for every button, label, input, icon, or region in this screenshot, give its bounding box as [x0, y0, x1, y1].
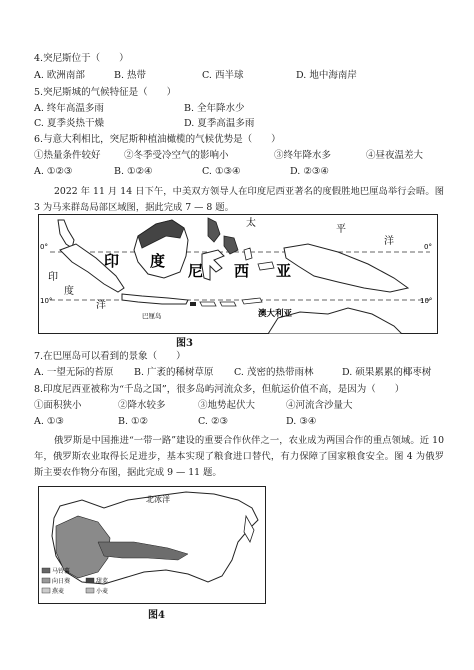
q7-option-b: B. 广袤的稀树草原 — [134, 367, 214, 378]
label-indian-yang: 洋 — [96, 300, 106, 311]
q6-option-d: D. ②③④ — [290, 166, 329, 177]
q5-option-c: C. 夏季炎热干燥 — [34, 118, 104, 129]
legend-swatch-sunflower — [42, 578, 50, 583]
q7-option-d: D. 硕果累累的椰枣树 — [342, 367, 432, 378]
q4-option-b: B. 热带 — [114, 70, 147, 81]
q4-option-d: D. 地中海南岸 — [296, 70, 357, 81]
label-10s-right: 10° — [420, 297, 433, 305]
label-du: 度 — [64, 286, 74, 297]
q5-option-d: D. 夏季高温多雨 — [184, 118, 255, 129]
label-ping: 平 — [336, 224, 346, 235]
legend-sunflower: 向日葵 — [52, 578, 71, 585]
q8-item-3: ③地势起伏大 — [198, 400, 256, 411]
q6-stem: 6.与意大利相比，突尼斯种植油橄榄的气候优势是（ ） — [34, 134, 281, 145]
q6-item-2: ②冬季受冷空气的影响小 — [124, 150, 229, 161]
q8-item-2: ②降水较多 — [118, 400, 166, 411]
q6-option-b: B. ①②④ — [114, 166, 153, 177]
q8-item-1: ①面积狭小 — [34, 400, 82, 411]
russia-crops-map — [38, 486, 266, 604]
q4-option-c: C. 西半球 — [202, 70, 244, 81]
q6-option-a: A. ①②③ — [34, 166, 73, 177]
q5-option-a: A. 终年高温多雨 — [34, 103, 104, 114]
q5-stem: 5.突尼斯城的气候特征是（ ） — [34, 87, 177, 98]
label-country-5: 亚 — [276, 262, 292, 280]
q8-option-b: B. ①② — [118, 416, 149, 427]
q6-item-1: ①热量条件较好 — [34, 150, 101, 161]
legend-swatch-potato — [42, 568, 50, 573]
label-country-2: 度 — [150, 252, 166, 270]
label-eq-right: 0° — [424, 243, 432, 251]
legend-swatch-wheat — [86, 588, 94, 593]
legend-swatch-oats — [42, 588, 50, 593]
legend-wheat: 小麦 — [96, 588, 109, 595]
label-tai: 太 — [246, 218, 256, 229]
q8-option-c: C. ②③ — [198, 416, 229, 427]
q8-item-4: ④河流含沙量大 — [286, 400, 353, 411]
label-pacific-yang: 洋 — [384, 236, 394, 247]
legend-oats: 燕麦 — [52, 588, 65, 595]
q7-option-c: C. 茂密的热带雨林 — [234, 367, 314, 378]
label-country-4: 西 — [234, 262, 250, 280]
map-4 — [38, 486, 266, 604]
map-4-caption: 图4 — [148, 610, 165, 621]
q8-option-a: A. ①③ — [34, 416, 64, 427]
bali-island — [190, 302, 196, 306]
label-bali: 巴厘岛 — [142, 312, 162, 320]
label-country-3: 尼 — [188, 262, 204, 280]
q4-option-a: A. 欧洲南部 — [34, 70, 85, 81]
q6-option-c: C. ①③④ — [202, 166, 241, 177]
map-3 — [38, 214, 438, 334]
map-3-caption: 图3 — [176, 338, 193, 349]
q6-item-4: ④昼夜温差大 — [366, 150, 424, 161]
label-10s-left: 10° — [40, 297, 53, 305]
malay-archipelago-map — [38, 214, 438, 334]
label-arctic-ocean: 北冰洋 — [146, 495, 170, 504]
passage-2: 俄罗斯是中国推进“一带一路”建设的重要合作伙伴之一，农业成为两国合作的重点领域。近 10 年，俄罗斯农业取得长足进步，基本实现了粮食进口替代，有力保障了国家粮食安全。图 4 为俄罗斯主要农作物分布图，据此完成 9 — 11 题。 — [34, 435, 444, 478]
q8-option-d: D. ③④ — [286, 416, 317, 427]
q4-stem: 4.突尼斯位于（ ） — [34, 53, 129, 64]
label-eq-left: 0° — [40, 243, 48, 251]
q7-option-a: A. 一望无际的苔原 — [34, 367, 114, 378]
passage-1: 2022 年 11 月 14 日下午，中美双方领导人在印度尼西亚著名的度假胜地巴厘岛举行会晤。图 3 为马来群岛局部区域图，据此完成 7 — 8 题。 — [34, 186, 444, 213]
legend-potato: 马铃薯 — [52, 568, 71, 575]
q7-stem: 7.在巴厘岛可以看到的景象（ ） — [34, 351, 186, 362]
label-country-1: 印 — [104, 252, 120, 270]
q8-stem: 8.印度尼西亚被称为“千岛之国”，很多岛屿河流众多，但航运价值不高，是因为（ ） — [34, 384, 405, 395]
q6-item-3: ③终年降水多 — [274, 150, 332, 161]
legend-beet: 甜菜 — [96, 578, 109, 585]
q5-option-b: B. 全年降水少 — [184, 103, 245, 114]
legend-swatch-beet — [86, 578, 94, 583]
label-yin: 印 — [48, 272, 58, 283]
label-australia: 澳大利亚 — [258, 309, 293, 319]
